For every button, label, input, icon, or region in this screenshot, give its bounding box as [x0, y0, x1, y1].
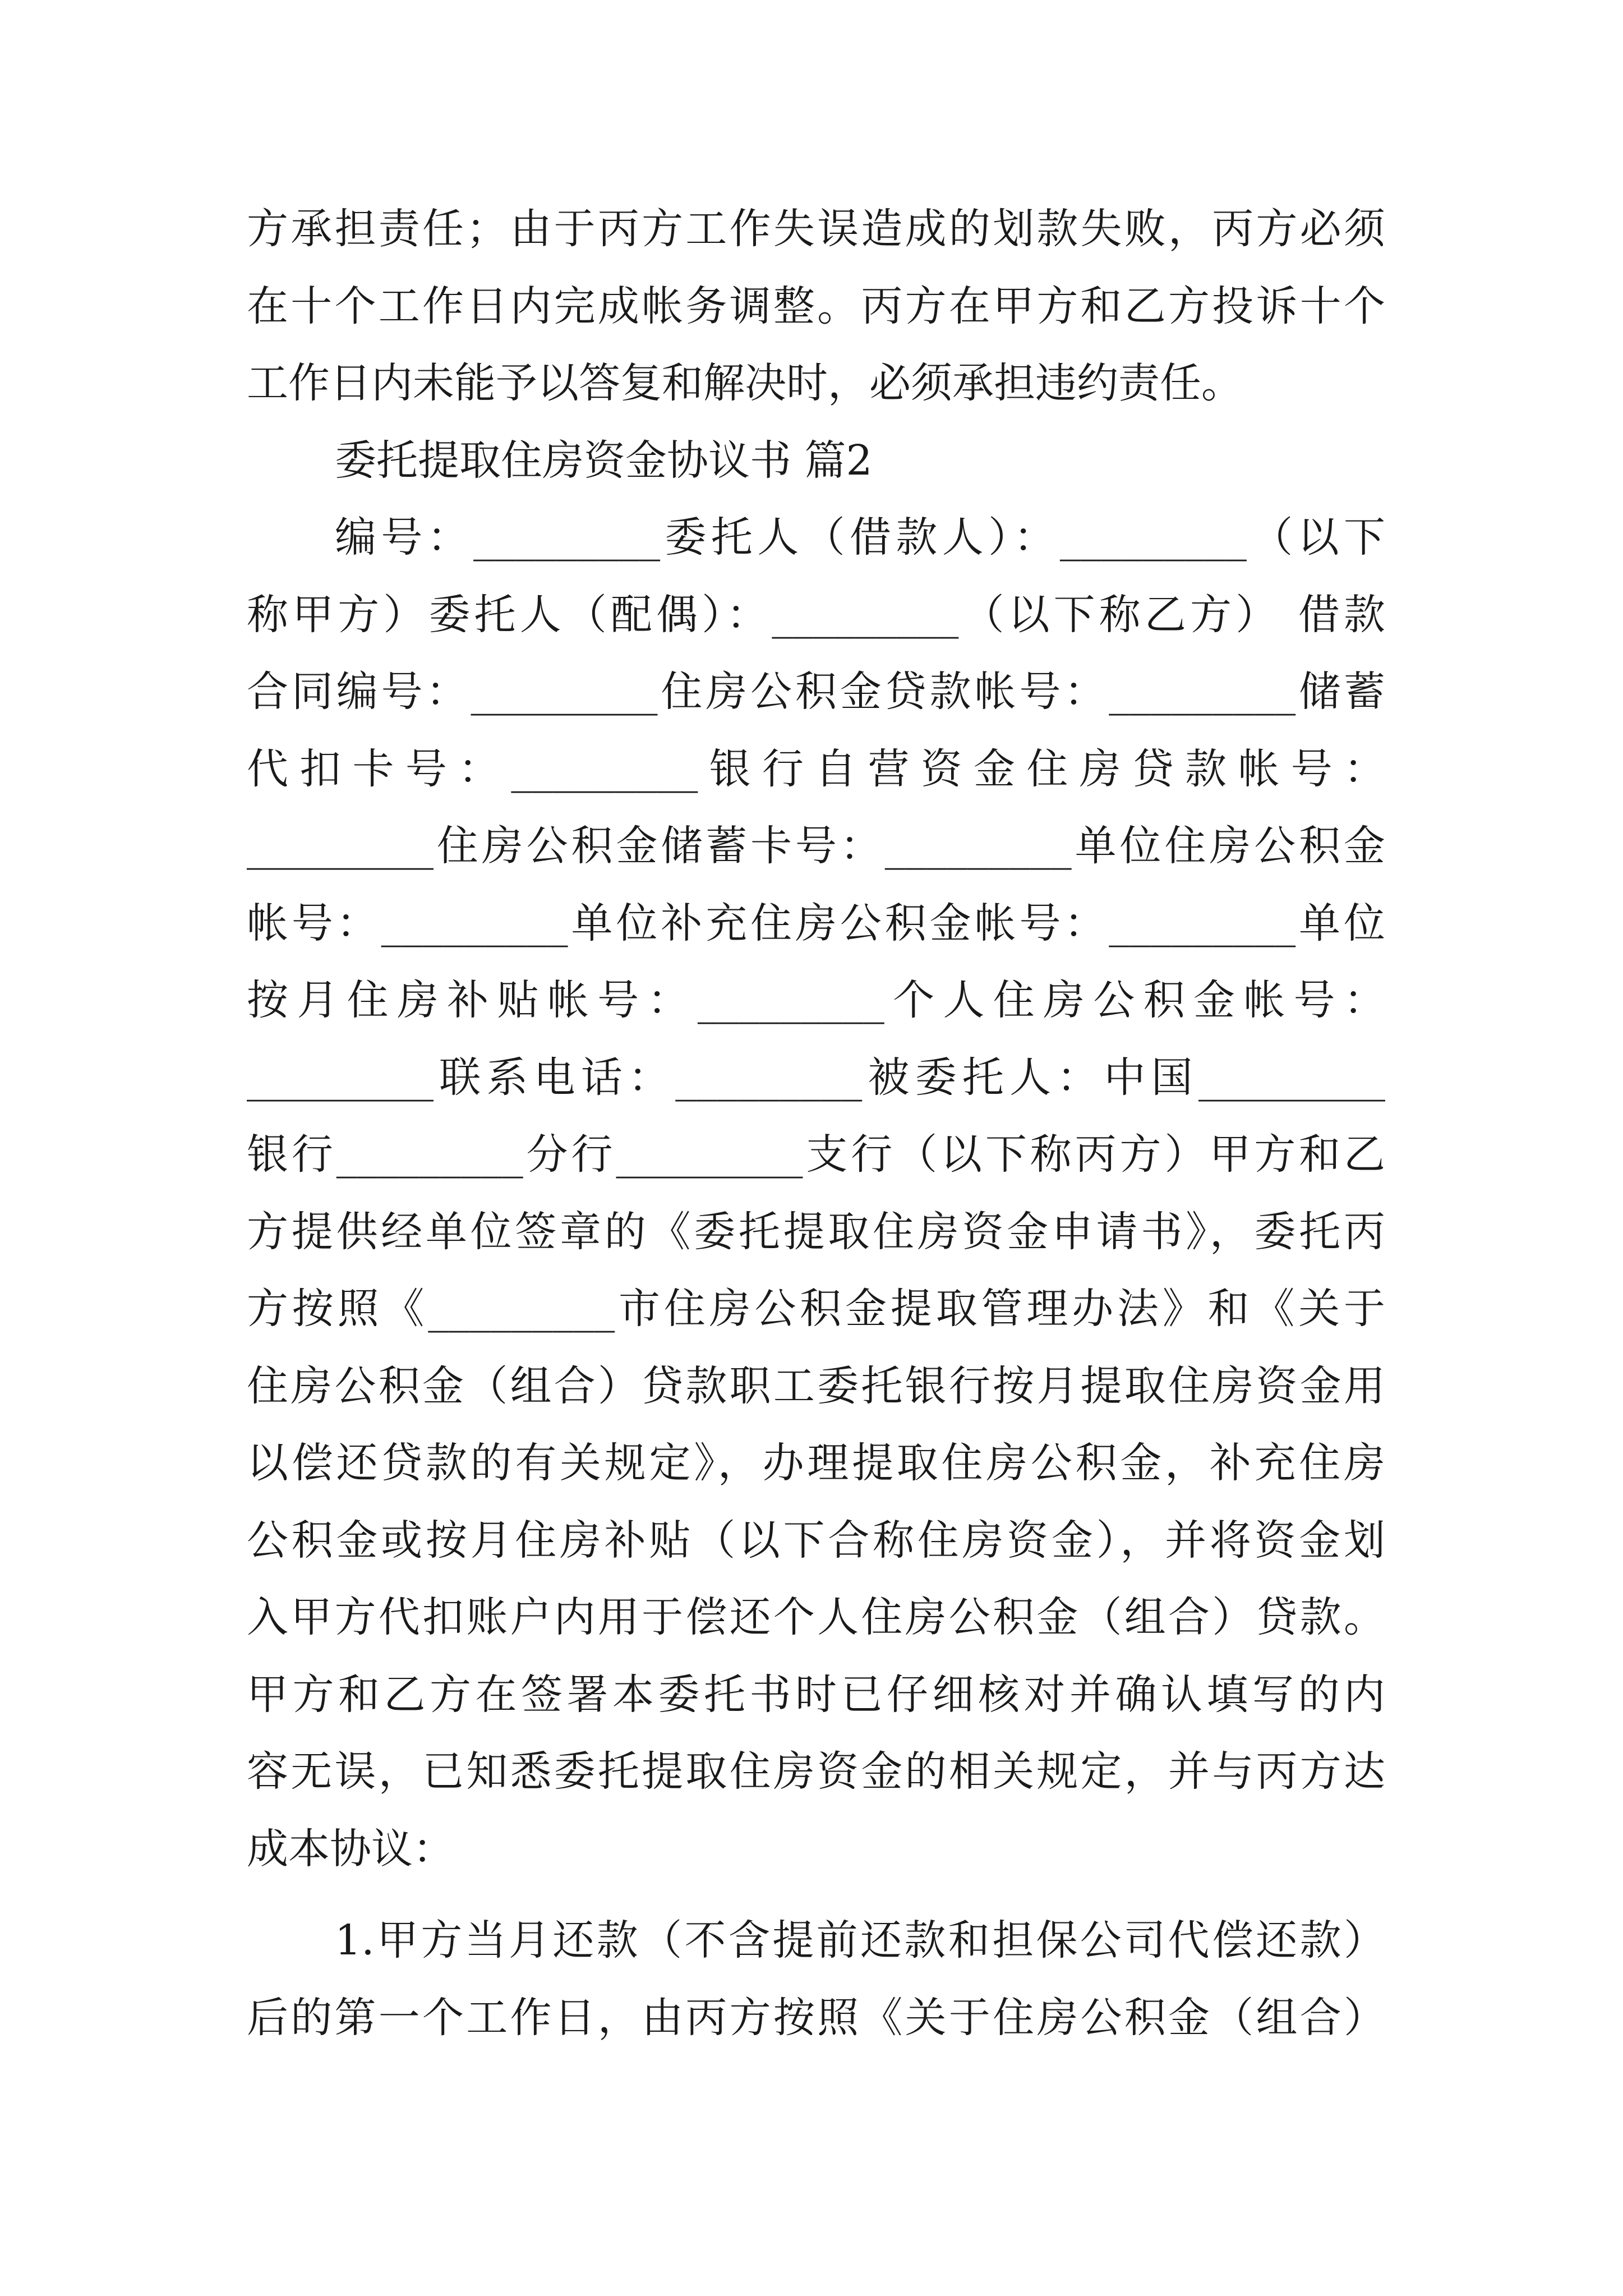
form-line: 以偿还贷款的有关规定》，办理提取住房公积金，补充住房	[247, 1439, 1385, 1487]
form-line: 成本协议：	[247, 1824, 454, 1873]
form-line: 帐号：_________单位补充住房公积金帐号：_________单位	[247, 899, 1385, 947]
form-line: 称甲方）委托人（配偶）：_________（以下称乙方） 借款	[247, 590, 1385, 639]
section-heading: 委托提取住房资金协议书 篇2	[335, 436, 873, 485]
form-line: 方按照《_________市住房公积金提取管理办法》和《关于	[247, 1285, 1385, 1333]
form-line: 银行_________分行_________支行（以下称丙方）甲方和乙	[247, 1130, 1385, 1179]
form-line: _________住房公积金储蓄卡号：_________单位住房公积金	[247, 822, 1385, 870]
body-line: 在十个工作日内完成帐务调整。丙方在甲方和乙方投诉十个	[247, 282, 1385, 330]
form-line: 公积金或按月住房补贴（以下合称住房资金），并将资金划	[247, 1516, 1385, 1565]
form-line: 编号：_________委托人（借款人）：_________（以下	[335, 513, 1385, 562]
form-line: 入甲方代扣账户内用于偿还个人住房公积金（组合）贷款。	[247, 1593, 1385, 1641]
body-line: 方承担责任；由于丙方工作失误造成的划款失败，丙方必须	[247, 205, 1385, 253]
form-line: 方提供经单位签章的《委托提取住房资金申请书》，委托丙	[247, 1207, 1385, 1256]
form-line: _________联系电话：_________被委托人：中国_________	[247, 1053, 1385, 1102]
form-line: 代扣卡号：_________银行自营资金住房贷款帐号：	[247, 744, 1385, 793]
form-line: 容无误，已知悉委托提取住房资金的相关规定，并与丙方达	[247, 1747, 1385, 1796]
clause-line: 1.甲方当月还款（不含提前还款和担保公司代偿还款）	[335, 1916, 1385, 1964]
form-line: 按月住房补贴帐号：_________个人住房公积金帐号：	[247, 976, 1385, 1024]
document-page	[247, 191, 1385, 2056]
form-line: 合同编号：_________住房公积金贷款帐号：_________储蓄	[247, 668, 1385, 716]
clause-line: 后的第一个工作日，由丙方按照《关于住房公积金（组合）	[247, 1993, 1385, 2042]
form-line: 住房公积金（组合）贷款职工委托银行按月提取住房资金用	[247, 1361, 1385, 1410]
body-line: 工作日内未能予以答复和解决时，必须承担违约责任。	[247, 359, 1243, 407]
form-line: 甲方和乙方在签署本委托书时已仔细核对并确认填写的内	[247, 1670, 1385, 1719]
